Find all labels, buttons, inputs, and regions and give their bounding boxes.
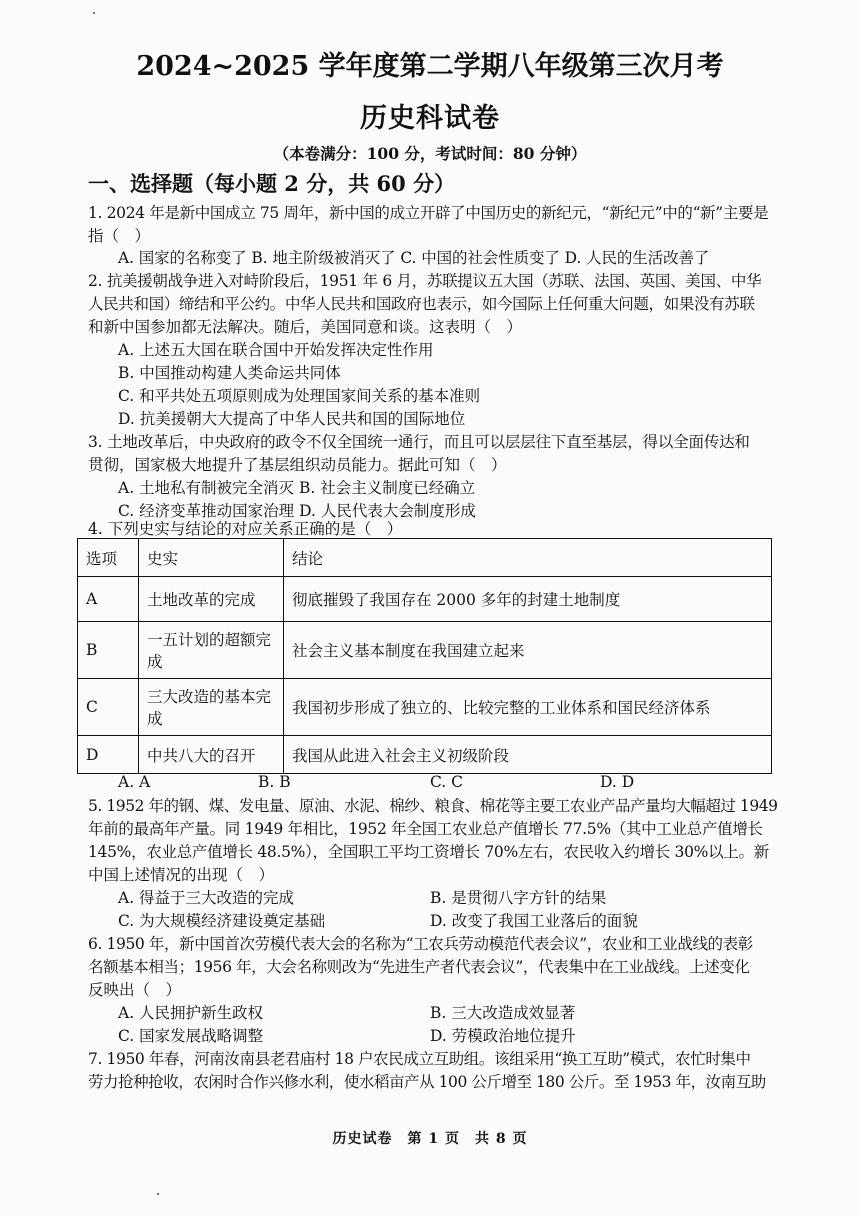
table-cell: 一五计划的超额完成: [139, 622, 284, 679]
q2-stem-line2: 人民共和国）缔结和平公约。中华人民共和国政府也表示，如今国际上任何重大问题，如果没有苏联: [88, 295, 755, 313]
table-header-cell: 结论: [284, 539, 772, 577]
scan-speck: [93, 12, 95, 14]
q4-option-d: D. D: [600, 773, 635, 791]
scan-speck: [157, 1193, 159, 1195]
exam-title: 2024~2025 学年度第二学期八年级第三次月考: [136, 51, 724, 82]
q3-stem-line1: 3. 土地改革后，中央政府的政令不仅全国统一通行，而且可以层层往下直至基层，得以全面传达和: [88, 433, 750, 451]
q6-stem-line3: 反映出（ ）: [88, 981, 182, 999]
table-header-row: [78, 539, 772, 577]
table-cell: 彻底摧毁了我国存在 2000 多年的封建土地制度: [284, 577, 772, 622]
table-cell: B: [78, 622, 139, 679]
q7-stem-line1: 7. 1950 年春，河南汝南县老君庙村 18 户农民成立互助组。该组采用“换工互助”模式，农忙时集中: [88, 1050, 751, 1068]
q3-options-ab: A. 土地私有制被完全消灭 B. 社会主义制度已经确立: [118, 479, 476, 497]
q4-facts-table: [77, 538, 772, 774]
q4-option-a: A. A: [118, 773, 151, 791]
table-cell: 中共八大的召开: [139, 736, 284, 774]
table-header-cell: 史实: [139, 539, 284, 577]
page-footer: 历史试卷 第 1 页 共 8 页: [332, 1131, 528, 1147]
q3-options-cd: C. 经济变革推动国家治理 D. 人民代表大会制度形成: [118, 502, 476, 520]
q4-option-b: B. B: [258, 773, 291, 791]
q5-stem-line4: 中国上述情况的出现（ ）: [88, 866, 275, 884]
q6-stem-line2: 名额基本相当；1956 年，大会名称则改为“先进生产者代表会议”，代表集中在工业战线。上述变化: [88, 958, 750, 976]
q6-stem-line1: 6. 1950 年，新中国首次劳模代表大会的名称为“工农兵劳动模范代表会议”，农业和工业战线的表彰: [88, 935, 753, 953]
q4-stem: 4. 下列史实与结论的对应关系正确的是（ ）: [88, 520, 403, 538]
q5-option-b: B. 是贯彻八字方针的结果: [430, 889, 607, 907]
q2-option-a: A. 上述五大国在联合国中开始发挥决定性作用: [118, 341, 434, 359]
q2-option-b: B. 中国推动构建人类命运共同体: [118, 364, 341, 382]
table-row: [78, 736, 772, 774]
q5-stem-line3: 145%，农业总产值增长 48.5%），全国职工平均工资增长 70%左右，农民收入约增长 30%以上。新: [88, 843, 769, 861]
table-cell: 三大改造的基本完成: [139, 679, 284, 736]
q5-stem-line1: 5. 1952 年的钢、煤、发电量、原油、水泥、棉纱、粮食、棉花等主要工农业产品产量均大幅超过 1949: [88, 797, 778, 815]
table-cell: 我国从此进入社会主义初级阶段: [284, 736, 772, 774]
q4-option-c: C. C: [430, 773, 464, 791]
q2-stem-line1: 2. 抗美援朝战争进入对峙阶段后，1951 年 6 月，苏联提议五大国（苏联、法国、英国、美国、中华: [88, 272, 762, 290]
table-cell: 土地改革的完成: [139, 577, 284, 622]
table-cell: 我国初步形成了独立的、比较完整的工业体系和国民经济体系: [284, 679, 772, 736]
q2-option-d: D. 抗美援朝大大提高了中华人民共和国的国际地位: [118, 410, 466, 428]
q6-option-d: D. 劳模政治地位提升: [430, 1027, 576, 1045]
q3-stem-line2: 贯彻，国家极大地提升了基层组织动员能力。据此可知（ ）: [88, 456, 507, 474]
q1-stem-line2: 指（ ）: [88, 227, 151, 245]
q2-stem-line3: 和新中国参加都无法解决。随后，美国同意和谈。这表明（ ）: [88, 318, 523, 336]
q1-options: A. 国家的名称变了 B. 地主阶级被消灭了 C. 中国的社会性质变了 D. 人民的生活改善了: [118, 249, 710, 267]
table-header-cell: 选项: [78, 539, 139, 577]
subject-title: 历史科试卷: [360, 103, 500, 134]
table-cell: A: [78, 577, 139, 622]
q7-stem-line2: 劳力抢种抢收，农闲时合作兴修水利，使水稻亩产从 100 公斤增至 180 公斤。至 1953 年，汝南互助: [88, 1073, 766, 1091]
q5-stem-line2: 年前的最高年产量。同 1949 年相比，1952 年全国工农业总产值增长 77.5%（其中工业总产值增长: [88, 820, 763, 838]
q6-option-b: B. 三大改造成效显著: [430, 1004, 576, 1022]
table-row: [78, 679, 772, 736]
q2-option-c: C. 和平共处五项原则成为处理国家间关系的基本准则: [118, 387, 481, 405]
table-cell: D: [78, 736, 139, 774]
table-cell: C: [78, 679, 139, 736]
q5-option-c: C. 为大规模经济建设奠定基础: [118, 912, 326, 930]
table-row: [78, 622, 772, 679]
q6-option-c: C. 国家发展战略调整: [118, 1027, 264, 1045]
section-heading: 一、选择题（每小题 2 分，共 60 分）: [88, 171, 456, 196]
table-cell: 社会主义基本制度在我国建立起来: [284, 622, 772, 679]
q6-option-a: A. 人民拥护新生政权: [118, 1004, 264, 1022]
table-row: [78, 577, 772, 622]
q5-option-d: D. 改变了我国工业落后的面貌: [430, 912, 638, 930]
q1-stem-line1: 1. 2024 年是新中国成立 75 周年，新中国的成立开辟了中国历史的新纪元，“新纪元”中的“新”主要是: [88, 204, 769, 222]
q5-option-a: A. 得益于三大改造的完成: [118, 889, 295, 907]
exam-info: （本卷满分：100 分，考试时间：80 分钟）: [273, 144, 587, 163]
